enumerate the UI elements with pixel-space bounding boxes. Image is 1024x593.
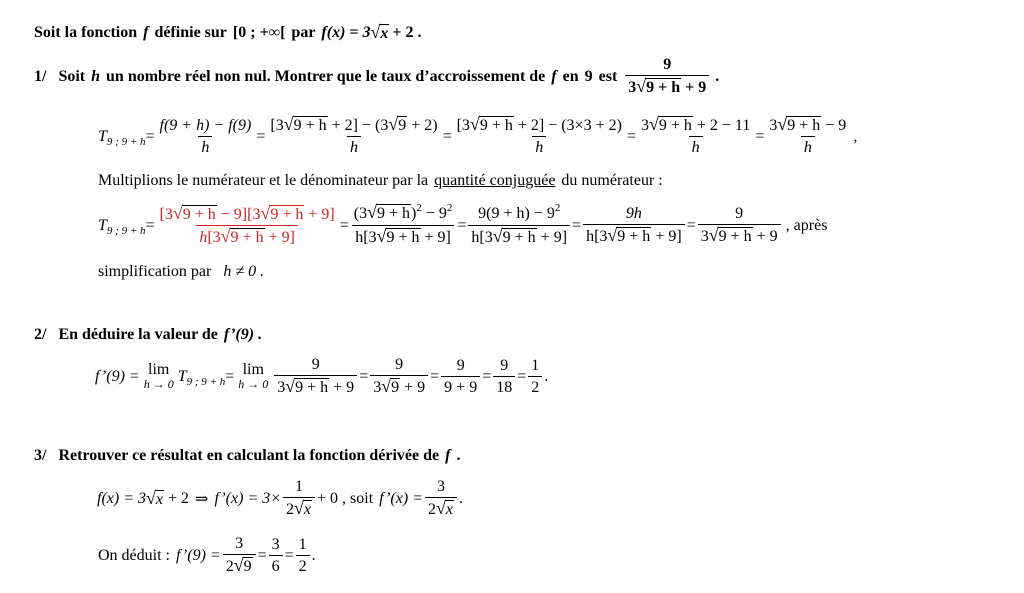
- rate-T-sub: 9 ; 9 + h: [186, 375, 226, 388]
- concl-text: On déduit :: [98, 546, 170, 564]
- q1-nine: 9: [584, 67, 593, 85]
- q2-label: 2/: [34, 326, 47, 343]
- eq-sign: =: [442, 127, 452, 145]
- q1-fraction: 9 3 √ 9 + h + 9: [625, 56, 709, 97]
- q3-label: 3/: [34, 447, 47, 464]
- fprime-9: f’(9) =: [95, 367, 140, 385]
- intro-interval: [0 ; +∞[: [232, 24, 286, 41]
- fprime-9: f’(9) =: [176, 546, 221, 564]
- q1-f: f: [551, 67, 557, 85]
- dot: .: [544, 367, 549, 385]
- q1-text-4: est: [598, 67, 618, 85]
- q3-text: Retrouver ce résultat en calculant la fonction dérivée de: [58, 447, 440, 464]
- fraction-g5: 9 3 √ 9 + h + 9: [698, 205, 781, 246]
- fraction-o: $\frac{1}{2}$: [296, 536, 310, 576]
- multiply-sentence: [98, 172, 663, 190]
- intro-text-1: Soit la fonction: [34, 24, 138, 41]
- fraction-2: [3 √ 9 + h + 2] − (3 √ 9 + 2) h: [270, 114, 438, 156]
- conjugate-term: quantité conjuguée: [434, 172, 556, 189]
- conjugate-fraction: [3 √ 9 + h − 9][3 √ 9 + h + 9] h[3 √ 9 + h + 9]: [159, 202, 335, 246]
- rate-T: T: [98, 127, 107, 145]
- rate-T-sub: 9 ; 9 + h: [106, 135, 146, 148]
- intro-text-2: définie sur: [154, 24, 227, 41]
- equation-3: [95, 356, 548, 397]
- eq-sign: =: [517, 367, 527, 385]
- q2-fprime: f’(9) .: [223, 326, 263, 343]
- implies-arrow: ⇒: [195, 490, 209, 508]
- plus-zero-soit: + 0 , soit: [317, 489, 374, 507]
- fprime-x-2: f’(x) =: [379, 489, 423, 507]
- fraction-d: $\frac{9}{18}$: [493, 357, 515, 397]
- eq-sign: =: [755, 127, 765, 145]
- dot: .: [311, 546, 316, 564]
- fraction-1: $\frac{f(9 + h) - f(9)}{h}$: [159, 116, 252, 156]
- q3-dot: .: [456, 447, 461, 464]
- eq-sign: =: [225, 367, 235, 385]
- intro-f: f: [143, 24, 149, 41]
- fraction-b: 9 3 √ 9 + 9: [370, 356, 428, 397]
- fx: f(x) = 3: [97, 489, 146, 507]
- eq-sign: =: [145, 216, 155, 234]
- fraction-5: 3 √ 9 + h − 9 h: [769, 114, 847, 156]
- mult-text-1: Multiplions le numérateur et le dénominateur par la: [98, 172, 429, 189]
- fraction-4: 3 √ 9 + h + 2 − 11 h: [640, 114, 751, 156]
- rate-T-sub: 9 ; 9 + h: [106, 224, 146, 237]
- plus-two: + 2: [168, 489, 190, 507]
- limit-1: lim h → 0: [143, 360, 174, 391]
- intro-fx: f(x) = 3: [321, 24, 371, 41]
- question-2: [34, 326, 262, 344]
- q2-text: En déduire la valeur de: [58, 326, 218, 343]
- q1-text-3: en: [562, 67, 579, 85]
- conclusion-line: On déduit : f’(9) = 3 2 √ 9 = $\frac{3}{6}$ = $\frac{1}{2}$ .: [98, 535, 316, 575]
- fraction-3: [3 √ 9 + h + 2] − (3×3 + 2) h: [456, 114, 622, 156]
- fraction-m: 3 2 √ 9: [223, 535, 256, 576]
- q1-text-2: un nombre réel non nul. Montrer que le taux d’accroissement de: [106, 67, 546, 85]
- eq-sign: =: [145, 127, 155, 145]
- fraction-n: $\frac{3}{6}$: [269, 536, 283, 576]
- equation-4: [97, 478, 463, 519]
- intro-plus: + 2 .: [392, 24, 422, 41]
- eq-sign: =: [256, 127, 266, 145]
- fraction-e: $\frac{1}{2}$: [528, 357, 542, 397]
- fraction-c: $\frac{9}{9 + 9}$: [441, 357, 480, 397]
- fraction-h: 1 2 √ x: [283, 478, 315, 519]
- rate-T: T: [98, 216, 107, 234]
- eq-sign: =: [457, 216, 467, 234]
- rate-T: T: [177, 367, 187, 385]
- eq-sign: =: [686, 216, 696, 234]
- intro-line: [34, 24, 422, 42]
- simpl-text: simplification par: [98, 263, 212, 280]
- apres-text: , après: [785, 216, 828, 234]
- simplification-line: [98, 263, 264, 281]
- eq-sign: =: [572, 216, 582, 234]
- q3-f: f: [445, 447, 451, 464]
- fraction-a: 9 3 √ 9 + h + 9: [274, 356, 357, 397]
- sqrt-x: √ x: [370, 22, 389, 42]
- fraction-g4: 9h h[3 √ 9 + h + 9]: [583, 205, 685, 246]
- fraction-g3: $9(9 + h) - 9^2$ h[3 √ 9 + h + 9]: [468, 205, 570, 247]
- dot: .: [458, 489, 463, 507]
- q1-h: h: [91, 67, 101, 85]
- comma: ,: [853, 127, 858, 145]
- question-3: [34, 447, 460, 465]
- intro-text-3: par: [291, 24, 316, 41]
- q1-label: 1/: [34, 67, 47, 85]
- eq-sign: =: [482, 367, 492, 385]
- fraction-k: 3 2 √ x: [425, 478, 457, 519]
- q1-dot: .: [715, 67, 720, 85]
- eq-sign: =: [339, 216, 349, 234]
- eq-sign: =: [626, 127, 636, 145]
- limit-2: lim h → 0: [238, 360, 269, 391]
- equation-2: [98, 201, 828, 247]
- eq-sign: =: [359, 367, 369, 385]
- fraction-g2: (3 √ 9 + h )$^2 - 9^2$ h[3 √ 9 + h + 9]: [353, 202, 453, 246]
- q1-text-1: Soit: [58, 67, 86, 85]
- eq-sign: =: [430, 367, 440, 385]
- sqrt-x: √ x: [146, 487, 163, 508]
- mult-text-2: du numérateur :: [561, 172, 663, 189]
- fprime-x: f’(x) = 3×: [214, 489, 282, 507]
- question-1: [34, 56, 719, 97]
- simpl-condition: h ≠ 0 .: [223, 263, 265, 280]
- equation-1: [98, 116, 857, 157]
